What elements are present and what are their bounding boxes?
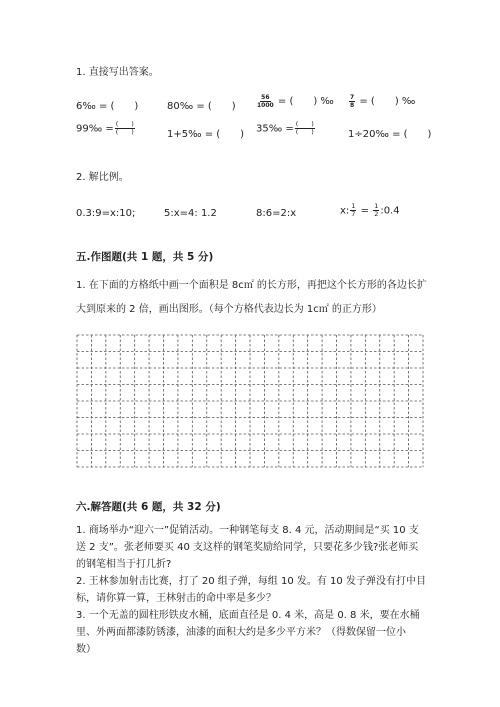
q1-item-6permil: 6‰ = ( ) — [76, 101, 139, 112]
fraction-7-8: $\frac{7}{8}$ — [350, 93, 355, 109]
dashed-grid-paper[interactable] — [76, 334, 426, 470]
problem-1-line-2: 送 2 支”。张老师要买 40 支这样的钢笔奖励给同学，只要花多少钱?张老师买 — [76, 542, 419, 553]
problem-2-line-1: 2. 王林参加射击比赛，打了 20 组子弹，每组 10 发。有 10 发子弹没有打中目 — [76, 576, 426, 587]
q1-item-7-over-8: $\frac{7}{8}$ = ( ) ‰ — [350, 93, 416, 109]
proportion-item-1: 0.3:9=x:10; — [76, 208, 136, 219]
problem-2-line-2: 标，请你算一算，王林射击的命中率是多少？ — [76, 593, 276, 604]
fraction-56-1000: $\frac{56}{1000}$ — [257, 93, 274, 109]
fraction-blank: $\frac{( )}{( )}$ — [115, 120, 134, 136]
fraction-1-7: $\frac{1}{7}$ — [351, 202, 356, 218]
q1-item-1-div-20permil: 1÷20‰ = ( ) — [348, 129, 432, 140]
fraction-1-2: $\frac{1}{2}$ — [374, 202, 379, 218]
problem-3-line-3: 数） — [76, 644, 96, 655]
fraction-blank: $\frac{( )}{( )}$ — [295, 120, 314, 136]
q1-item-35permil: 35‰ = $\frac{( )}{( )}$ — [256, 120, 314, 136]
question-2-title: 2. 解比例。 — [76, 172, 129, 183]
q1-item-56-over-1000: $\frac{56}{1000}$ = ( ) ‰ — [257, 93, 334, 109]
problem-3-line-1: 3. 一个无盖的圆柱形铁皮水桶，底面直径是 0. 4 米，高是 0. 8 米，要在水桶 — [76, 610, 420, 621]
problem-1-line-3: 的钢笔相当于打几折? — [76, 559, 172, 570]
question-1-title: 1. 直接写出答案。 — [76, 67, 159, 78]
proportion-item-4: x: $\frac{1}{7}$ = $\frac{1}{2}$ :0.4 — [340, 202, 400, 218]
q1-item-99permil: 99‰ = $\frac{( )}{( )}$ — [76, 120, 134, 136]
proportion-item-2: 5:x=4: 1.2 — [164, 208, 217, 219]
drawing-question-line-2: 大到原来的 2 倍，画出图形。（每个方格代表边长为 1c㎡ 的正方形） — [76, 304, 382, 315]
drawing-question-line-1: 1. 在下面的方格纸中画一个面积是 8c㎡ 的长方形，再把这个长方形的各边长扩 — [76, 280, 427, 291]
q1-item-1-plus-5permil: 1+5‰ = ( ) — [167, 129, 245, 140]
problem-3-line-2: 里、外两面都漆防锈漆，油漆的面积大约是多少平方米？（得数保留一位小 — [76, 627, 406, 638]
proportion-item-3: 8:6=2:x — [256, 208, 297, 219]
problem-1-line-1: 1. 商场举办“迎六一”促销活动。一种钢笔每支 8. 4 元，活动期间是“买 10 支 — [76, 525, 419, 536]
section-5-heading: 五.作图题(共 1 题，共 5 分) — [76, 251, 214, 263]
q1-item-80permil: 80‰ = ( ) — [167, 101, 236, 112]
section-6-heading: 六.解答题(共 6 题，共 32 分) — [76, 501, 221, 513]
